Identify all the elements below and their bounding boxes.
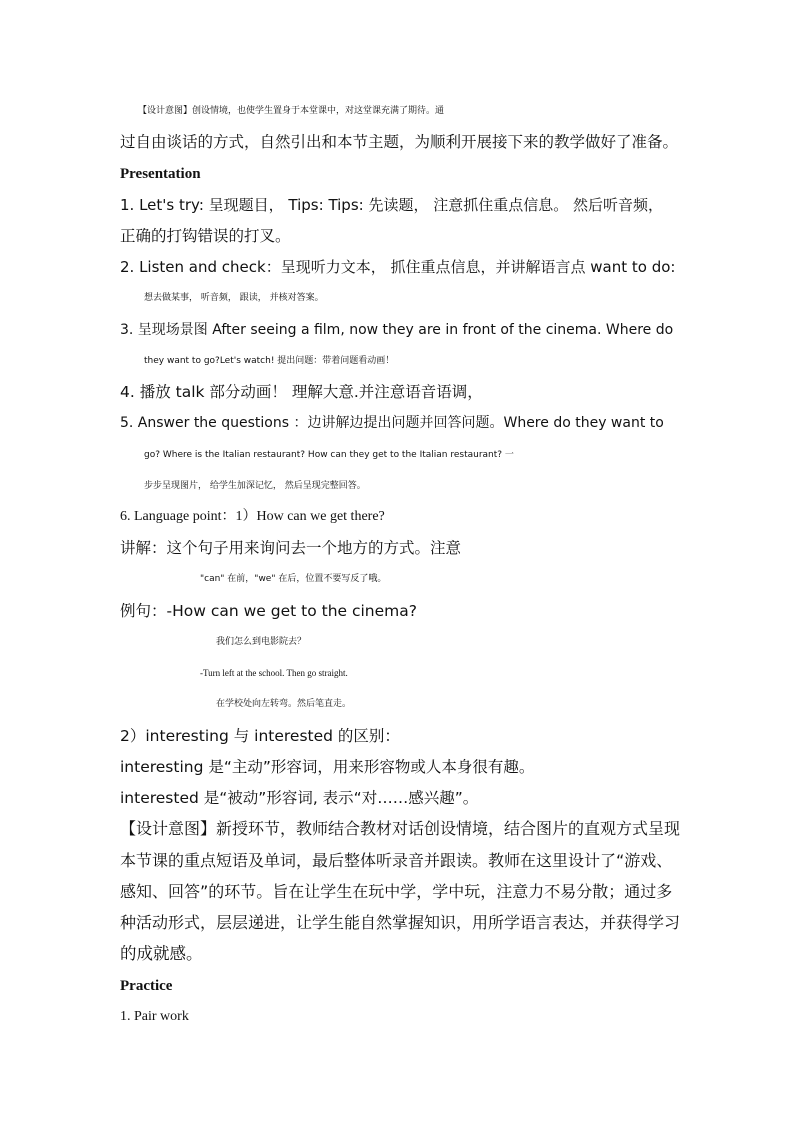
explanation-line-2: "can" 在前，"we" 在后，位置不要写反了哦。 <box>200 574 387 584</box>
section-heading-presentation: Presentation <box>120 166 201 182</box>
step-1-line-2: 正确的打钩错误的打叉。 <box>120 227 291 245</box>
step-2-line-2: 想去做某事， 听音频， 跟读， 并核对答案。 <box>144 293 324 303</box>
example-answer-translation: 在学校处向左转弯。然后笔直走。 <box>216 699 352 709</box>
step-4-line: 4. 播放 talk 部分动画！ 理解大意.并注意语音语调， <box>120 383 483 401</box>
example-question: 例句：-How can we get to the cinema? <box>120 602 417 620</box>
step-3-line-1: 3. 呈现场景图 After seeing a film, now they are in front of the cinema. Where do <box>120 322 674 338</box>
step-5-line-2: go? Where is the Italian restaurant? How can they get to the Italian restaurant? 一 <box>144 450 514 460</box>
explanation-line-1: 讲解：这个句子用来询问去一个地方的方式。注意 <box>120 539 462 557</box>
step-2-line-1: 2. Listen and check：呈现听力文本， 抓住重点信息，并讲解语言点 want to do: <box>120 258 676 276</box>
step-5-line-1: 5. Answer the questions ：边讲解边提出问题并回答问题。Where do they want to <box>120 415 664 431</box>
design-intent-2-line-4: 种活动形式，层层递进，让学生能自然掌握知识，用所学语言表达，并获得学习 <box>120 913 681 932</box>
point-2-heading: 2）interesting 与 interested 的区别： <box>120 727 400 745</box>
example-question-translation: 我们怎么到电影院去？ <box>216 637 307 647</box>
design-intent-2-line-5: 的成就感。 <box>120 944 203 963</box>
interesting-definition: interesting 是“主动”形容词，用来形容物或人本身很有趣。 <box>120 758 535 776</box>
example-answer: -Turn left at the school. Then go straight. <box>200 668 348 678</box>
design-intent-1-line-2: 过自由谈话的方式，自然引出和本节主题，为顺利开展接下来的教学做好了准备。 <box>120 133 679 151</box>
design-intent-2-line-2: 本节课的重点短语及单词，最后整体听录音并跟读。教师在这里设计了“游戏、 <box>120 851 673 870</box>
practice-pair-work: 1. Pair work <box>120 1009 189 1024</box>
step-3-line-2: they want to go?Let's watch! 提出问题：带着问题看动画！ <box>144 356 395 366</box>
design-intent-2-line-3: 感知、回答”的环节。旨在让学生在玩中学，学中玩，注意力不易分散；通过多 <box>120 882 673 901</box>
section-heading-practice: Practice <box>120 978 173 994</box>
step-6-language-point: 6. Language point：1）How can we get there? <box>120 509 385 524</box>
interested-definition: interested 是“被动”形容词, 表示“对……感兴趣”。 <box>120 789 479 807</box>
design-intent-2-line-1: 【设计意图】新授环节，教师结合教材对话创设情境，结合图片的直观方式呈现 <box>120 819 681 838</box>
step-1-line-1: 1. Let's try: 呈现题目， Tips: Tips: 先读题， 注意抓住重点信息。 然后听音频， <box>120 196 664 214</box>
step-5-line-3: 步步呈现图片， 给学生加深记忆， 然后呈现完整回答。 <box>144 481 366 491</box>
design-intent-1-line-1: 【设计意图】创设情境，也使学生置身于本堂课中，对这堂课充满了期待。通 <box>138 106 445 116</box>
